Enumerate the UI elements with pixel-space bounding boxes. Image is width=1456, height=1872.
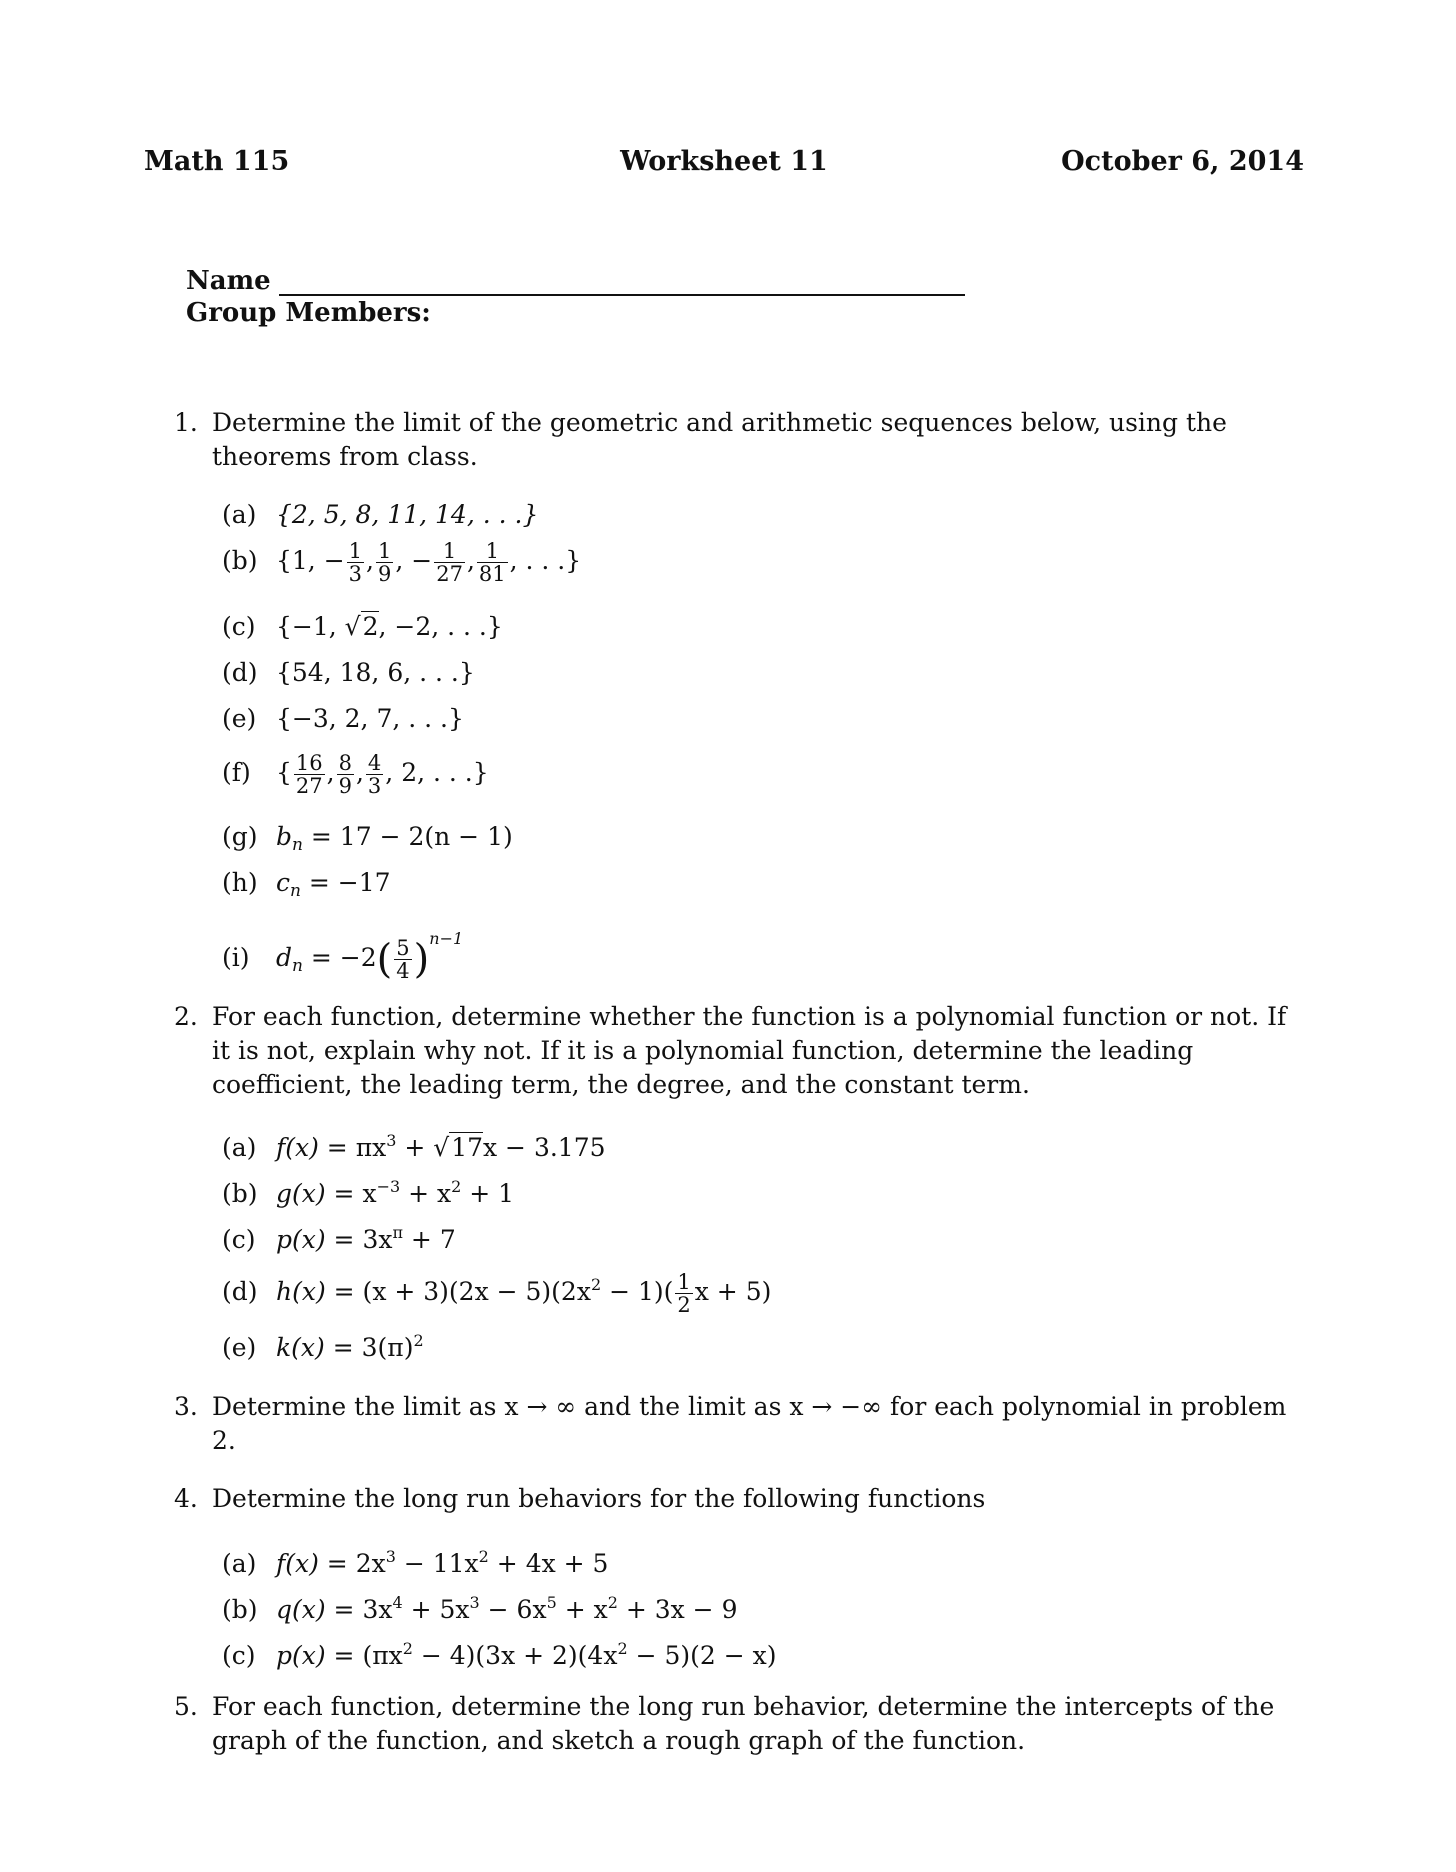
name-label: Name — [186, 266, 271, 296]
sqrt-symbol: √ — [433, 1133, 450, 1162]
item-label: (a) — [222, 500, 257, 529]
expr-pre: = x — [325, 1179, 377, 1208]
problem-number: 4. — [174, 1484, 198, 1513]
item-label: (b) — [222, 546, 258, 575]
course-name: Math 115 — [144, 146, 290, 177]
numerator: 4 — [367, 751, 382, 775]
item-label: (g) — [222, 822, 258, 851]
fraction — [337, 752, 354, 797]
item-label: (i) — [222, 943, 250, 972]
fraction — [294, 752, 325, 797]
expr-mid: + — [396, 1133, 434, 1162]
problem-1c — [222, 610, 503, 644]
separator: , — [355, 758, 364, 787]
fraction — [675, 1271, 692, 1316]
exponent: 3 — [386, 1131, 397, 1150]
expr-pre: {1, − — [276, 546, 345, 575]
denominator: 9 — [338, 774, 352, 798]
problem-4a — [222, 1540, 608, 1581]
term: + 4x + 5 — [488, 1549, 609, 1578]
item-label: (e) — [222, 704, 257, 733]
exponent: π — [392, 1223, 403, 1242]
expr-post: x − 3.175 — [483, 1133, 606, 1162]
worksheet-title: Worksheet 11 — [620, 146, 828, 177]
exponent: 2 — [590, 1275, 602, 1294]
exponent: −3 — [376, 1177, 401, 1196]
denominator: 3 — [348, 562, 363, 586]
exponent: 3 — [469, 1593, 480, 1612]
problem-text: Determine the limit of the geometric and arithmetic sequences below, using the theorems from class. — [212, 408, 1227, 471]
item-label: (a) — [222, 1549, 257, 1578]
lhs: f(x) — [276, 1549, 319, 1578]
lhs: h(x) — [276, 1277, 326, 1306]
separator: , — [326, 758, 335, 787]
problem-4c — [222, 1632, 777, 1673]
expr-post: , −2, . . .} — [378, 612, 503, 641]
lhs: q(x) — [276, 1595, 326, 1624]
variable: c — [276, 868, 291, 897]
item-label: (c) — [222, 1225, 256, 1254]
problem-2a — [222, 1124, 606, 1165]
denominator: 4 — [396, 959, 410, 983]
name-row — [186, 262, 965, 296]
exponent: 4 — [392, 1593, 403, 1612]
expr-pre: { — [276, 758, 292, 787]
expr-pre: {−1, — [276, 612, 345, 641]
problem-text: For each function, determine whether the function is a polynomial function or not. If it is not, explain why not. If it is a polynomial function, determine the leading coefficient, the leading term, the degree, and the constant term. — [212, 1002, 1287, 1099]
subscript: n — [290, 881, 301, 901]
right-paren: ) — [413, 936, 430, 983]
item-label: (f) — [222, 758, 251, 787]
term: − 6x — [479, 1595, 547, 1624]
problem-1h — [222, 866, 391, 908]
problem-1e — [222, 702, 464, 736]
sqrt-argument: 17 — [451, 1133, 484, 1162]
rhs: = −17 — [300, 868, 391, 897]
separator: , — [466, 546, 475, 575]
rhs: = −2 — [302, 943, 377, 972]
problem-1a — [222, 498, 538, 532]
expr-mid: − 1)( — [601, 1277, 674, 1306]
problem-2e — [222, 1324, 424, 1365]
expr-post: x + 5) — [694, 1277, 772, 1306]
left-paren: ( — [376, 936, 393, 983]
item-label: (b) — [222, 1595, 258, 1624]
denominator: 27 — [295, 774, 323, 798]
exponent: 2 — [451, 1177, 462, 1196]
expr-post: , 2, . . .} — [385, 758, 489, 787]
item-label: (e) — [222, 1333, 257, 1362]
problem-text: For each function, determine the long run behavior, determine the intercepts of the graph of the function, and sketch a rough graph of the function. — [212, 1692, 1275, 1755]
problem-1f — [222, 752, 489, 797]
exponent: 2 — [478, 1547, 489, 1566]
problem-1g — [222, 820, 513, 862]
numerator: 8 — [338, 751, 352, 775]
fraction — [376, 540, 393, 585]
problem-1d — [222, 656, 475, 690]
denominator: 3 — [367, 774, 382, 798]
problem-4b — [222, 1586, 737, 1627]
item-expr: {54, 18, 6, . . .} — [276, 658, 475, 687]
problem-3 — [174, 1390, 1304, 1458]
item-expr: {2, 5, 8, 11, 14, . . .} — [276, 500, 539, 529]
expr-post: , . . .} — [509, 546, 582, 575]
denominator: 2 — [677, 1293, 691, 1317]
fraction — [366, 752, 383, 797]
variable: d — [276, 943, 293, 972]
problem-2c — [222, 1216, 456, 1257]
numerator: 1 — [485, 539, 499, 563]
problem-number: 2. — [174, 1002, 198, 1031]
expr-pre: = (πx — [325, 1641, 403, 1670]
problem-1 — [174, 406, 1304, 474]
denominator: 27 — [436, 562, 463, 586]
fraction — [434, 540, 465, 585]
item-label: (d) — [222, 1277, 258, 1306]
subscript: n — [292, 956, 303, 976]
problem-2b — [222, 1170, 514, 1211]
lhs: p(x) — [276, 1641, 326, 1670]
separator: , − — [395, 546, 433, 575]
exponent: 2 — [607, 1593, 618, 1612]
item-label: (c) — [222, 612, 256, 641]
term: − 5)(2 − x) — [627, 1641, 777, 1670]
numerator: 1 — [677, 1270, 691, 1294]
fraction — [394, 937, 411, 982]
exponent: 3 — [385, 1547, 396, 1566]
numerator: 5 — [396, 936, 410, 960]
item-label: (d) — [222, 658, 258, 687]
problem-1i — [222, 922, 463, 983]
problem-4 — [174, 1482, 1304, 1516]
fraction — [477, 540, 508, 585]
expr-mid: + x — [400, 1179, 452, 1208]
item-label: (b) — [222, 1179, 258, 1208]
name-block — [186, 262, 965, 332]
exponent: 5 — [546, 1593, 557, 1612]
numerator: 16 — [295, 751, 323, 775]
worksheet-date: October 6, 2014 — [1061, 146, 1304, 177]
term: + x — [556, 1595, 608, 1624]
problem-number: 3. — [174, 1392, 198, 1421]
item-expr: {−3, 2, 7, . . .} — [276, 704, 464, 733]
lhs: f(x) — [276, 1133, 319, 1162]
header — [144, 146, 1304, 186]
expr-pre: = 2x — [318, 1549, 386, 1578]
expr-pre: = 3x — [325, 1225, 393, 1254]
subscript: n — [292, 835, 303, 855]
expr-pre: = πx — [318, 1133, 387, 1162]
term: − 11x — [395, 1549, 479, 1578]
problem-text: Determine the long run behaviors for the following functions — [212, 1484, 986, 1513]
denominator: 9 — [377, 562, 392, 586]
term: + 5x — [402, 1595, 470, 1624]
numerator: 1 — [377, 539, 392, 563]
item-label: (h) — [222, 868, 258, 897]
problem-2 — [174, 1000, 1304, 1102]
expr-pre: = (x + 3)(2x − 5)(2x — [325, 1277, 591, 1306]
term: − 4)(3x + 2)(4x — [412, 1641, 618, 1670]
item-label: (a) — [222, 1133, 257, 1162]
rhs: = 17 − 2(n − 1) — [302, 822, 513, 851]
problem-1b — [222, 540, 581, 585]
variable: b — [276, 822, 293, 851]
problem-number: 5. — [174, 1692, 198, 1721]
lhs: g(x) — [276, 1179, 326, 1208]
exponent: 2 — [413, 1331, 424, 1350]
problem-2d — [222, 1268, 771, 1316]
problem-5 — [174, 1690, 1304, 1758]
problem-number: 1. — [174, 408, 198, 437]
lhs: p(x) — [276, 1225, 326, 1254]
group-members-label: Group Members: — [186, 298, 431, 328]
separator: , — [366, 546, 374, 575]
name-blank-line[interactable] — [279, 272, 965, 296]
numerator: 1 — [442, 539, 457, 563]
expr-post: + 7 — [402, 1225, 456, 1254]
lhs: k(x) — [276, 1333, 325, 1362]
expr-pre: = 3x — [325, 1595, 393, 1624]
numerator: 1 — [348, 539, 363, 563]
expr-post: + 1 — [461, 1179, 515, 1208]
item-label: (c) — [222, 1641, 256, 1670]
sqrt-symbol: √ — [344, 612, 361, 641]
expr-pre: = 3(π) — [324, 1333, 414, 1362]
exponent: 2 — [402, 1639, 413, 1658]
problem-text: Determine the limit as x → ∞ and the limit as x → −∞ for each polynomial in problem 2. — [212, 1392, 1287, 1455]
sqrt-argument: 2 — [362, 612, 379, 641]
fraction — [347, 540, 364, 585]
denominator: 81 — [478, 562, 506, 586]
exponent: n−1 — [429, 929, 464, 948]
term: + 3x − 9 — [617, 1595, 738, 1624]
exponent: 2 — [617, 1639, 628, 1658]
